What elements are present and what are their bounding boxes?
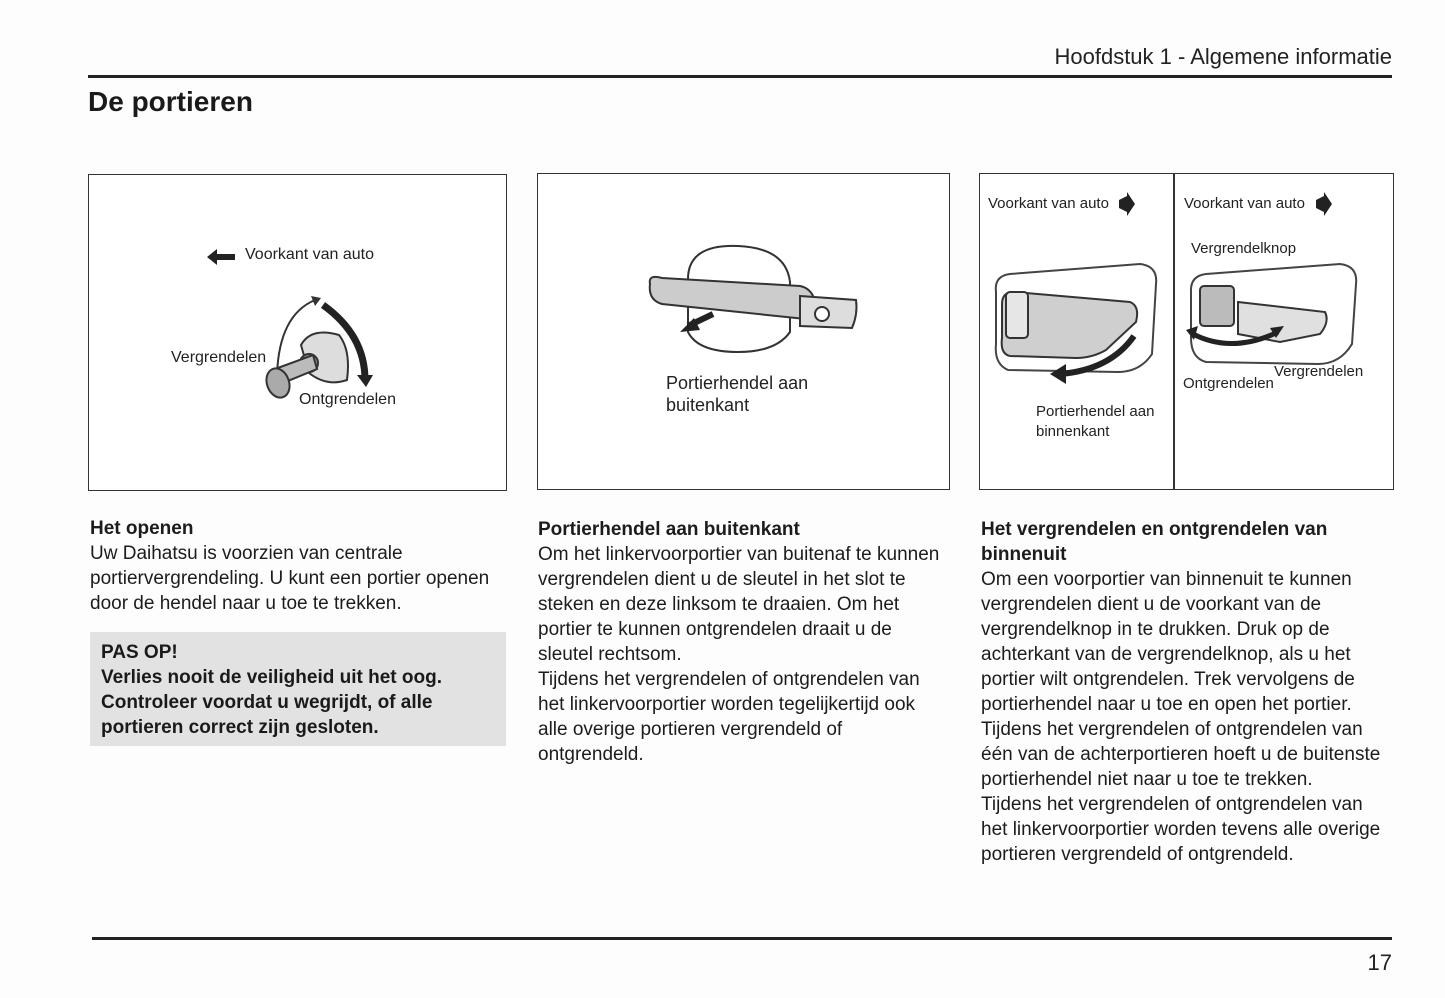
outer-handle-caption: Portierhendel aan buitenkant — [666, 373, 809, 415]
section-paragraph: Om een voorportier van binnenuit te kunnen vergrendelen dient u de voorkant van de vergrendelknop in te drukken. Druk op de achterkant van de vergrendelknop, als u het portier wilt ontgrendelen. Trek vervolgens de portierhendel naar u toe en open het portier. — [981, 569, 1355, 715]
section-paragraph: Om het linkervoorportier van buitenaf te kunnen vergrendelen dient u de sleutel in het slot te steken en deze linksom te draaien. Om het portier te kunnen ontgrendelen draait u de sleutel rechtsom. — [538, 544, 940, 665]
section-heading: Het openen — [90, 518, 194, 539]
section-paragraph: Uw Daihatsu is voorzien van centrale portiervergrendeling. U kunt een portier openen door de hendel naar u toe te trekken. — [90, 543, 490, 614]
inner-handle-label: Portierhendel aan binnenkant — [1036, 403, 1155, 440]
unlock-label: Ontgrendelen — [299, 391, 396, 408]
unlock-label-inner: Ontgrendelen — [1183, 375, 1274, 392]
figure-outer-handle — [537, 173, 950, 490]
arrow-right-icon — [1316, 192, 1332, 216]
lock-knob-label: Vergrendelknop — [1191, 240, 1297, 257]
lock-label-inner: Vergrendelen — [1274, 363, 1364, 380]
warning-title: PAS OP! — [101, 642, 178, 663]
section-heading: Het vergrendelen en ontgrendelen van binnenuit — [981, 519, 1328, 565]
front-of-car-label: Voorkant van auto — [245, 246, 374, 263]
key-lock-illustration — [89, 175, 508, 492]
section-paragraph: Tijdens het vergrendelen of ontgrendelen van het linkervoorportier worden tegelijkertijd ook alle overige portieren vergrendeld of ontgrendeld. — [538, 669, 920, 765]
warning-text: Verlies nooit de veiligheid uit het oog. Controleer voordat u wegrijdt, of alle portieren correct zijn gesloten. — [101, 667, 442, 738]
top-rule — [88, 75, 1392, 78]
inner-handle-illustration — [980, 174, 1395, 491]
section-opening — [90, 516, 506, 616]
lock-label: Vergrendelen — [171, 349, 267, 366]
figure-key-lock — [88, 174, 507, 491]
page-number: 17 — [1367, 950, 1392, 975]
chapter-title: Hoofdstuk 1 - Algemene informatie — [1054, 44, 1392, 69]
figure-inner-handle — [979, 173, 1394, 490]
arrow-right-icon — [1119, 192, 1135, 216]
page-title: De portieren — [88, 86, 253, 117]
front-of-car-label-left: Voorkant van auto — [988, 195, 1109, 212]
section-paragraph: Tijdens het vergrendelen of ontgrendelen van één van de achterportieren hoeft u de buitenste portierhendel niet naar u toe te trekken. — [981, 719, 1381, 790]
warning-box — [90, 632, 506, 746]
arrow-left-icon — [207, 249, 235, 265]
section-inside-locking — [981, 517, 1393, 867]
section-paragraph: Tijdens het vergrendelen of ontgrendelen van het linkervoorportier worden tevens alle overige portieren vergrendeld of ontgrendeld. — [981, 794, 1381, 865]
bottom-rule — [92, 937, 1392, 940]
section-heading: Portierhendel aan buitenkant — [538, 519, 800, 540]
section-outer-handle — [538, 517, 948, 767]
front-of-car-label-right: Voorkant van auto — [1184, 195, 1305, 212]
outer-handle-illustration — [538, 174, 951, 491]
